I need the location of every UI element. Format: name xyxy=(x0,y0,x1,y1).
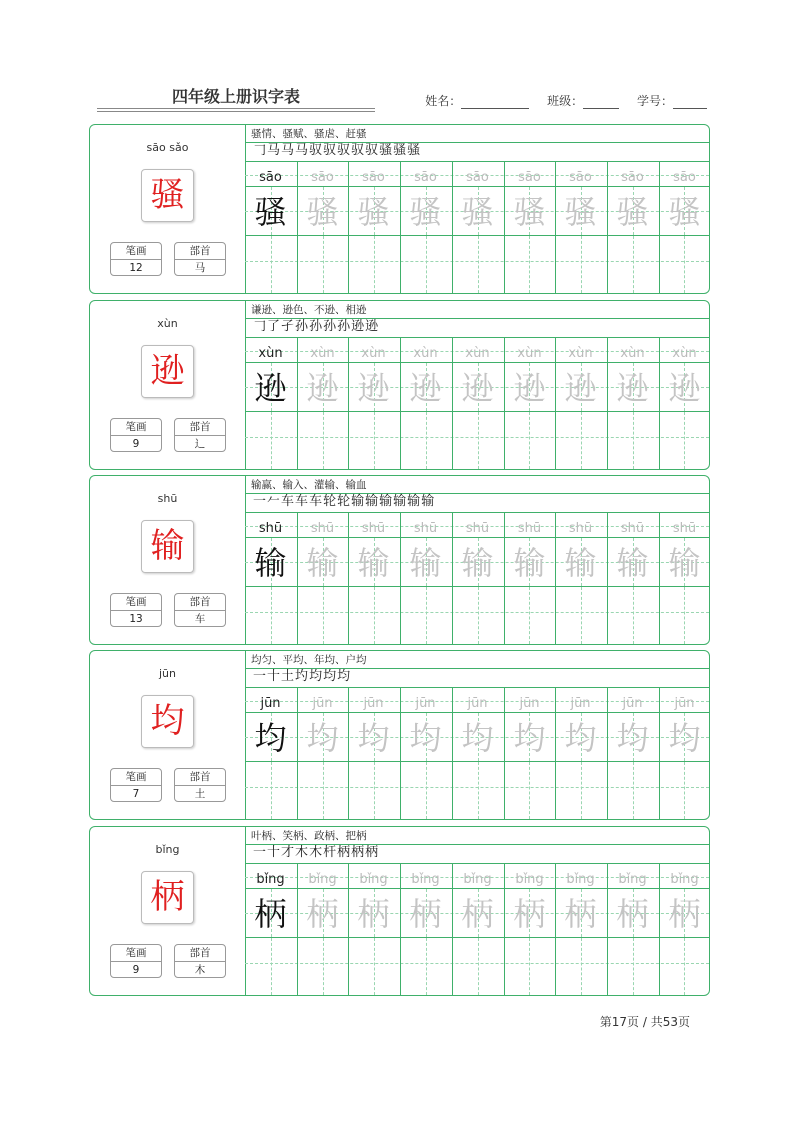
blank-guide-line xyxy=(245,787,709,788)
pinyin-cell: xùn xyxy=(568,346,593,361)
stroke-step: 孙 xyxy=(323,319,338,334)
title-underline xyxy=(97,108,375,109)
blank-guide-line xyxy=(245,261,709,262)
trace-char-cell: 均 xyxy=(513,719,546,757)
radical-label: 部首 xyxy=(175,243,225,260)
cell-center-guide xyxy=(323,236,324,293)
blank-guide-line xyxy=(245,963,709,964)
stroke-step: 输 xyxy=(351,494,366,509)
cell-center-guide xyxy=(684,587,685,644)
stroke-step: 骚 xyxy=(407,143,422,158)
stroke-step: 才 xyxy=(281,845,296,860)
cell-center-guide xyxy=(633,587,634,644)
radical-label: 部首 xyxy=(175,419,225,436)
stroke-count-label: 笔画 xyxy=(111,945,161,962)
trace-char-cell: 骚 xyxy=(357,193,390,231)
header-pinyin: xùn xyxy=(157,317,178,330)
stroke-step: 一 xyxy=(253,669,268,684)
stroke-step: 𠂉 xyxy=(267,494,282,509)
pinyin-cell: jūn xyxy=(622,696,643,711)
trace-char-cell: 输 xyxy=(306,544,339,582)
cell-center-guide xyxy=(374,412,375,469)
stroke-step: 孙 xyxy=(309,319,324,334)
stroke-step: 了 xyxy=(267,319,282,334)
stroke-step: 输 xyxy=(393,494,408,509)
pinyin-cell: shū xyxy=(672,521,697,536)
trace-char-cell: 逊 xyxy=(409,369,442,407)
trace-char-cell: 均 xyxy=(668,719,701,757)
big-character: 柄 xyxy=(141,871,194,924)
cell-center-guide xyxy=(633,762,634,819)
pinyin-cell: bǐng xyxy=(515,872,544,887)
pinyin-cell: jūn xyxy=(363,696,384,711)
stroke-count-value: 13 xyxy=(129,613,143,625)
class-field[interactable] xyxy=(583,96,619,109)
trace-char-cell: 骚 xyxy=(513,193,546,231)
pinyin-cell: sāo xyxy=(569,170,592,185)
cell-center-guide xyxy=(478,412,479,469)
trace-char-cell: 均 xyxy=(306,719,339,757)
char-info-panel xyxy=(90,476,246,644)
stroke-step: 输 xyxy=(407,494,422,509)
stroke-count-value: 9 xyxy=(132,438,140,450)
pinyin-cell: xùn xyxy=(310,346,335,361)
stroke-count-box xyxy=(110,593,162,627)
student-fields xyxy=(425,92,707,109)
cell-center-guide xyxy=(271,587,272,644)
trace-char-cell: 均 xyxy=(254,719,287,757)
name-label: 姓名： xyxy=(425,94,462,108)
cell-center-guide xyxy=(478,236,479,293)
stroke-step: 马 xyxy=(267,143,282,158)
trace-char-cell: 逊 xyxy=(668,369,701,407)
trace-char-cell: 输 xyxy=(564,544,597,582)
radical-value: 马 xyxy=(194,262,206,274)
trace-char-cell: 逊 xyxy=(564,369,597,407)
stroke-step: 𠃌 xyxy=(253,143,268,158)
stroke-step: 轮 xyxy=(323,494,338,509)
radical-value: 土 xyxy=(194,788,206,800)
pinyin-cell: bǐng xyxy=(566,872,595,887)
pinyin-cell: sāo xyxy=(311,170,334,185)
cell-center-guide xyxy=(529,762,530,819)
big-character: 骚 xyxy=(141,169,194,222)
radical-value: 辶 xyxy=(194,438,206,450)
title-underline-2 xyxy=(97,111,375,112)
trace-char-cell: 柄 xyxy=(616,895,649,933)
stroke-step: 圴 xyxy=(295,669,310,684)
trace-char-cell: 柄 xyxy=(668,895,701,933)
trace-char-cell: 柄 xyxy=(409,895,442,933)
trace-char-cell: 骚 xyxy=(616,193,649,231)
pinyin-cell: shū xyxy=(620,521,645,536)
pinyin-cell: bǐng xyxy=(463,872,492,887)
stroke-step: 柄 xyxy=(351,845,366,860)
pinyin-cell: shū xyxy=(361,521,386,536)
practice-grid xyxy=(245,827,709,995)
char-info-panel xyxy=(90,651,246,819)
page-number: 第17页 / 共53页 xyxy=(599,1015,690,1029)
cell-center-guide xyxy=(271,236,272,293)
radical-label: 部首 xyxy=(175,945,225,962)
cell-center-guide xyxy=(478,938,479,995)
trace-char-cell: 输 xyxy=(409,544,442,582)
stroke-step: 驭 xyxy=(309,143,324,158)
radical-box xyxy=(174,593,226,627)
cell-center-guide xyxy=(323,938,324,995)
pinyin-cell: xùn xyxy=(465,346,490,361)
name-field[interactable] xyxy=(461,96,529,109)
radical-box xyxy=(174,242,226,276)
stroke-count-label: 笔画 xyxy=(111,419,161,436)
radical-box xyxy=(174,944,226,978)
trace-char-cell: 骚 xyxy=(254,193,287,231)
stroke-count-box xyxy=(110,242,162,276)
cell-center-guide xyxy=(684,236,685,293)
pinyin-cell: xùn xyxy=(517,346,542,361)
page-title: 四年级上册识字表 xyxy=(171,87,300,106)
cell-center-guide xyxy=(684,412,685,469)
stroke-step: 马 xyxy=(295,143,310,158)
word-list: 骚情、骚赋、骚虐、赶骚 xyxy=(251,128,367,140)
practice-grid xyxy=(245,651,709,819)
cell-center-guide xyxy=(529,938,530,995)
stroke-step: 孙 xyxy=(337,319,352,334)
pinyin-cell: xùn xyxy=(258,346,283,361)
cell-center-guide xyxy=(478,762,479,819)
grid-line xyxy=(245,337,709,338)
cell-center-guide xyxy=(684,938,685,995)
trace-char-cell: 逊 xyxy=(616,369,649,407)
trace-char-cell: 柄 xyxy=(254,895,287,933)
stroke-count-label: 笔画 xyxy=(111,594,161,611)
id-field[interactable] xyxy=(673,96,707,109)
cell-center-guide xyxy=(633,236,634,293)
practice-grid xyxy=(245,476,709,644)
stroke-step: 均 xyxy=(309,669,324,684)
pinyin-cell: sāo xyxy=(621,170,644,185)
cell-center-guide xyxy=(374,587,375,644)
cell-center-guide xyxy=(374,938,375,995)
trace-char-cell: 柄 xyxy=(513,895,546,933)
cell-center-guide xyxy=(633,938,634,995)
cell-center-guide xyxy=(529,236,530,293)
stroke-step: 木 xyxy=(295,845,310,860)
stroke-step: 𠃌 xyxy=(253,319,268,334)
pinyin-cell: jūn xyxy=(467,696,488,711)
big-character: 均 xyxy=(141,695,194,748)
practice-grid xyxy=(245,301,709,469)
pinyin-cell: xùn xyxy=(672,346,697,361)
pinyin-cell: shū xyxy=(517,521,542,536)
char-info-panel xyxy=(90,125,246,293)
trace-char-cell: 逊 xyxy=(357,369,390,407)
stroke-count-box xyxy=(110,944,162,978)
cell-center-guide xyxy=(581,412,582,469)
trace-char-cell: 骚 xyxy=(564,193,597,231)
trace-char-cell: 均 xyxy=(357,719,390,757)
cell-center-guide xyxy=(374,762,375,819)
char-card xyxy=(89,826,710,996)
cell-center-guide xyxy=(271,938,272,995)
header-pinyin: bǐng xyxy=(155,843,180,856)
stroke-step: 孙 xyxy=(295,319,310,334)
cell-center-guide xyxy=(529,587,530,644)
blank-guide-line xyxy=(245,612,709,613)
stroke-step: 十 xyxy=(267,669,282,684)
cell-center-guide xyxy=(374,236,375,293)
stroke-step: 车 xyxy=(309,494,324,509)
practice-grid xyxy=(245,125,709,293)
trace-char-cell: 均 xyxy=(461,719,494,757)
trace-char-cell: 输 xyxy=(668,544,701,582)
stroke-step: 驭 xyxy=(351,143,366,158)
pinyin-cell: bǐng xyxy=(308,872,337,887)
pinyin-cell: shū xyxy=(465,521,490,536)
trace-char-cell: 逊 xyxy=(513,369,546,407)
stroke-step: 杆 xyxy=(323,845,338,860)
cell-center-guide xyxy=(529,412,530,469)
stroke-order xyxy=(253,142,421,160)
cell-center-guide xyxy=(323,412,324,469)
trace-char-cell: 骚 xyxy=(461,193,494,231)
cell-center-guide xyxy=(271,412,272,469)
pinyin-cell: sāo xyxy=(362,170,385,185)
stroke-count-label: 笔画 xyxy=(111,243,161,260)
pinyin-cell: jūn xyxy=(312,696,333,711)
pinyin-cell: sāo xyxy=(466,170,489,185)
cell-center-guide xyxy=(478,587,479,644)
pinyin-cell: bǐng xyxy=(359,872,388,887)
stroke-step: 逊 xyxy=(365,319,380,334)
pinyin-cell: bǐng xyxy=(618,872,647,887)
word-list: 叶柄、笑柄、政柄、把柄 xyxy=(251,830,367,842)
stroke-count-box xyxy=(110,768,162,802)
stroke-count-box xyxy=(110,418,162,452)
grid-line xyxy=(245,512,709,513)
pinyin-cell: shū xyxy=(568,521,593,536)
stroke-count-value: 9 xyxy=(132,964,140,976)
pinyin-cell: jūn xyxy=(519,696,540,711)
cell-center-guide xyxy=(426,587,427,644)
stroke-step: 驭 xyxy=(337,143,352,158)
grid-line xyxy=(245,863,709,864)
stroke-step: 木 xyxy=(309,845,324,860)
blank-guide-line xyxy=(245,437,709,438)
pinyin-cell: xùn xyxy=(620,346,645,361)
trace-char-cell: 输 xyxy=(461,544,494,582)
stroke-step: 车 xyxy=(295,494,310,509)
cell-center-guide xyxy=(581,236,582,293)
radical-box xyxy=(174,418,226,452)
char-card xyxy=(89,124,710,294)
trace-char-cell: 均 xyxy=(616,719,649,757)
stroke-step: 逊 xyxy=(351,319,366,334)
pinyin-cell: shū xyxy=(258,521,283,536)
stroke-step: 一 xyxy=(253,494,268,509)
cell-center-guide xyxy=(426,236,427,293)
big-character: 逊 xyxy=(141,345,194,398)
cell-center-guide xyxy=(581,938,582,995)
char-card xyxy=(89,300,710,470)
pinyin-cell: bǐng xyxy=(411,872,440,887)
pinyin-cell: sāo xyxy=(518,170,541,185)
char-card xyxy=(89,650,710,820)
stroke-step: 驭 xyxy=(365,143,380,158)
stroke-step: 骚 xyxy=(379,143,394,158)
cell-center-guide xyxy=(633,412,634,469)
radical-value: 车 xyxy=(194,613,206,625)
stroke-step: 一 xyxy=(253,845,268,860)
stroke-step: 驭 xyxy=(323,143,338,158)
char-card xyxy=(89,475,710,645)
page-header xyxy=(97,84,707,114)
stroke-step: 柄 xyxy=(337,845,352,860)
stroke-step: 输 xyxy=(365,494,380,509)
cell-center-guide xyxy=(323,762,324,819)
trace-char-cell: 逊 xyxy=(254,369,287,407)
stroke-step: 均 xyxy=(323,669,338,684)
cell-center-guide xyxy=(323,587,324,644)
stroke-order xyxy=(253,318,379,336)
cell-center-guide xyxy=(426,938,427,995)
trace-char-cell: 均 xyxy=(564,719,597,757)
radical-value: 木 xyxy=(194,964,206,976)
trace-char-cell: 骚 xyxy=(306,193,339,231)
class-label: 班级： xyxy=(547,94,584,108)
grid-line xyxy=(245,687,709,688)
id-label: 学号： xyxy=(636,94,673,108)
header-pinyin: shū xyxy=(157,492,178,505)
pinyin-cell: shū xyxy=(413,521,438,536)
trace-char-cell: 柄 xyxy=(461,895,494,933)
grid-line xyxy=(245,161,709,162)
trace-char-cell: 逊 xyxy=(306,369,339,407)
stroke-step: 十 xyxy=(267,845,282,860)
char-info-panel xyxy=(90,301,246,469)
stroke-step: 车 xyxy=(281,494,296,509)
header-pinyin: jūn xyxy=(159,667,176,680)
radical-box xyxy=(174,768,226,802)
pinyin-cell: jūn xyxy=(260,696,281,711)
word-list: 输赢、输入、灌输、输血 xyxy=(251,479,367,491)
word-list: 谦逊、逊色、不逊、相逊 xyxy=(251,304,367,316)
char-info-panel xyxy=(90,827,246,995)
cell-center-guide xyxy=(426,412,427,469)
trace-char-cell: 输 xyxy=(254,544,287,582)
stroke-order xyxy=(253,844,379,862)
stroke-step: 输 xyxy=(421,494,436,509)
stroke-count-label: 笔画 xyxy=(111,769,161,786)
pinyin-cell: jūn xyxy=(570,696,591,711)
pinyin-cell: sāo xyxy=(259,170,282,185)
trace-char-cell: 柄 xyxy=(306,895,339,933)
trace-char-cell: 逊 xyxy=(461,369,494,407)
pinyin-cell: bǐng xyxy=(256,872,285,887)
stroke-order xyxy=(253,493,435,511)
trace-char-cell: 输 xyxy=(616,544,649,582)
stroke-count-value: 7 xyxy=(132,788,140,800)
pinyin-cell: sāo xyxy=(414,170,437,185)
stroke-step: 轮 xyxy=(337,494,352,509)
cell-center-guide xyxy=(581,587,582,644)
trace-char-cell: 柄 xyxy=(357,895,390,933)
stroke-order xyxy=(253,668,351,686)
trace-char-cell: 输 xyxy=(357,544,390,582)
pinyin-cell: jūn xyxy=(674,696,695,711)
pinyin-cell: xùn xyxy=(413,346,438,361)
cell-center-guide xyxy=(271,762,272,819)
pinyin-cell: xùn xyxy=(361,346,386,361)
stroke-step: 马 xyxy=(281,143,296,158)
word-list: 均匀、平均、年均、户均 xyxy=(251,654,367,666)
stroke-count-value: 12 xyxy=(129,262,143,274)
pinyin-cell: sāo xyxy=(673,170,696,185)
pinyin-cell: jūn xyxy=(415,696,436,711)
pinyin-cell: bǐng xyxy=(670,872,699,887)
radical-label: 部首 xyxy=(175,769,225,786)
trace-char-cell: 骚 xyxy=(668,193,701,231)
stroke-step: 输 xyxy=(379,494,394,509)
header-pinyin: sāo sǎo xyxy=(146,141,189,154)
radical-label: 部首 xyxy=(175,594,225,611)
trace-char-cell: 柄 xyxy=(564,895,597,933)
trace-char-cell: 输 xyxy=(513,544,546,582)
stroke-step: 均 xyxy=(337,669,352,684)
trace-char-cell: 骚 xyxy=(409,193,442,231)
stroke-step: 骚 xyxy=(393,143,408,158)
trace-char-cell: 均 xyxy=(409,719,442,757)
stroke-step: 柄 xyxy=(365,845,380,860)
stroke-step: 孑 xyxy=(281,319,296,334)
cell-center-guide xyxy=(426,762,427,819)
cell-center-guide xyxy=(581,762,582,819)
stroke-step: 土 xyxy=(281,669,296,684)
big-character: 输 xyxy=(141,520,194,573)
pinyin-cell: shū xyxy=(310,521,335,536)
cell-center-guide xyxy=(684,762,685,819)
